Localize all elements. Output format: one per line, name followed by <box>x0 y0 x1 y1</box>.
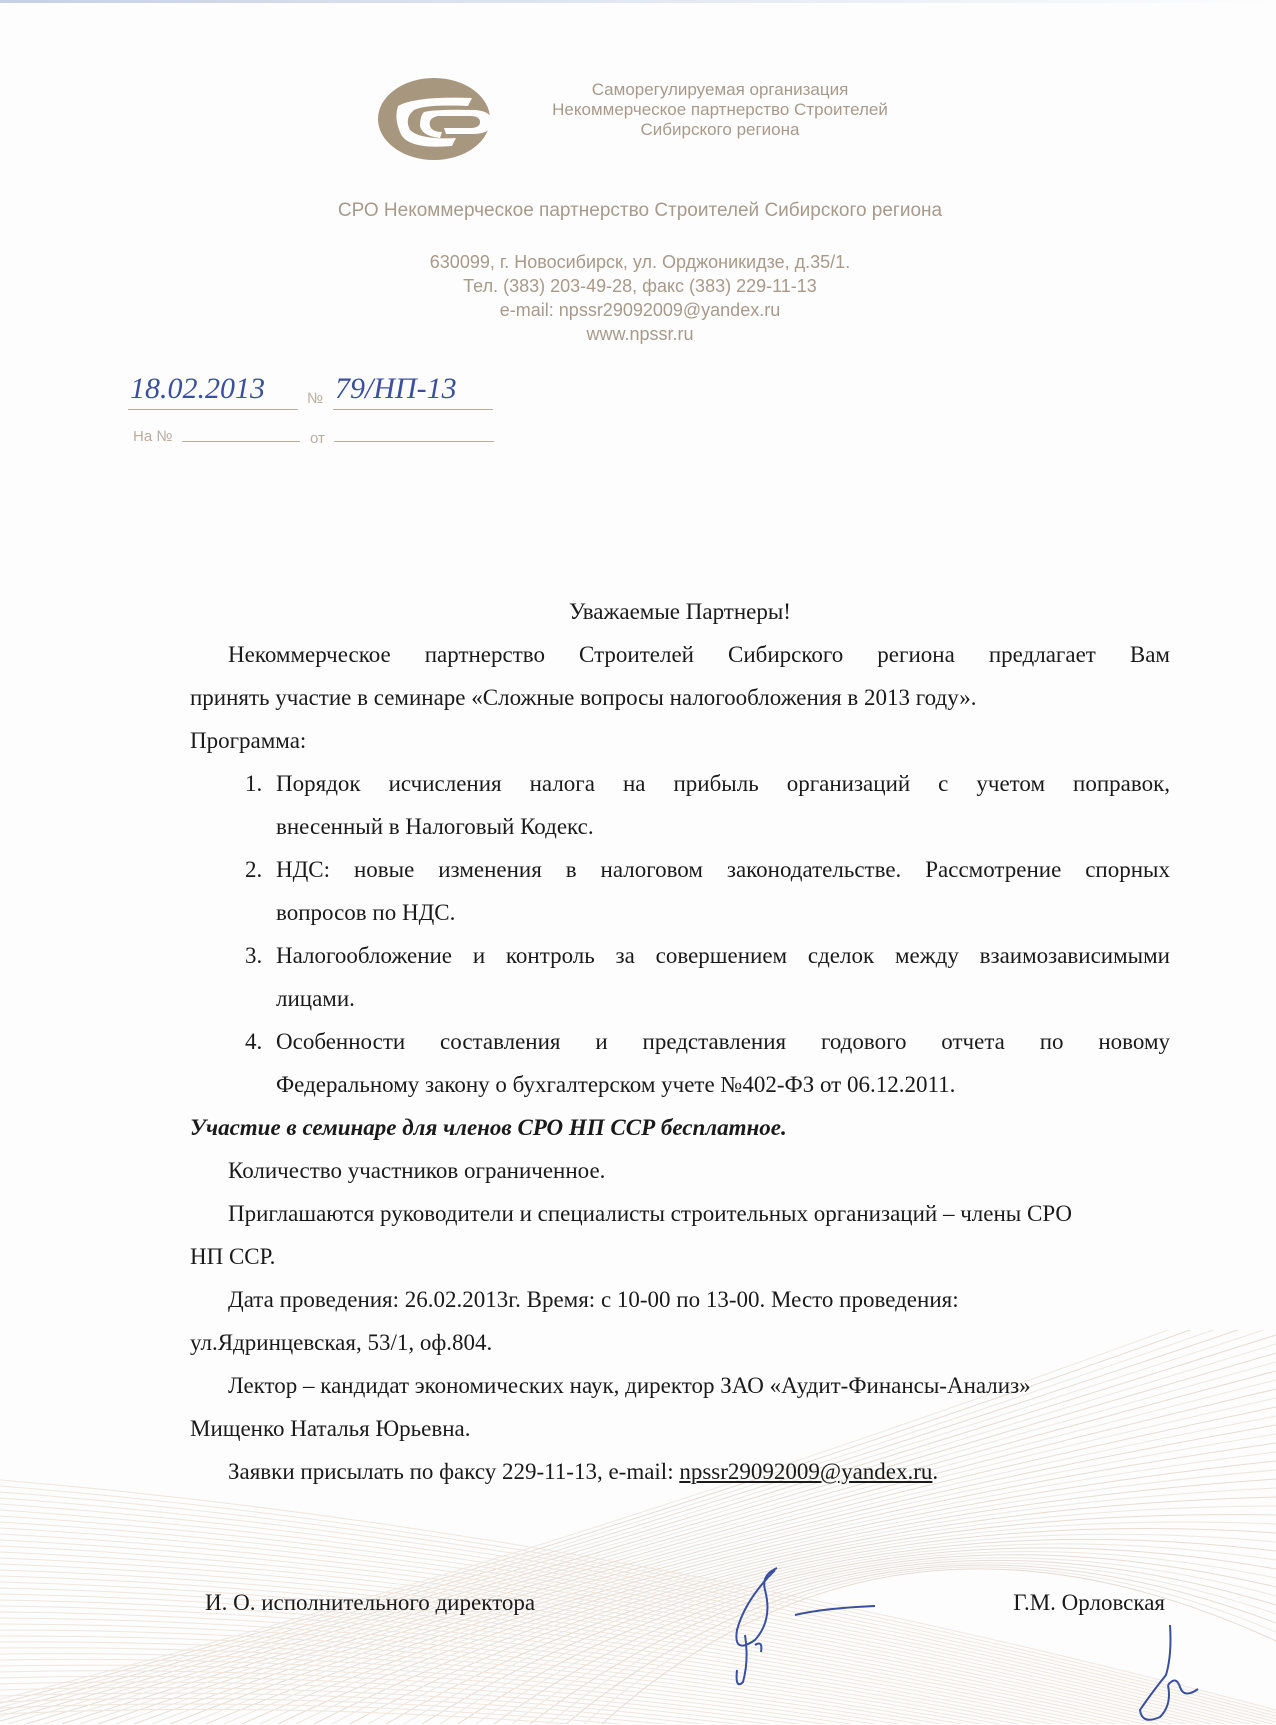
lecturer-line-2: Мищенко Наталья Юрьевна. <box>190 1416 471 1441</box>
program-item: 4. Особенности составления и представления годового отчета по новому Федеральному закону о бухгалтерском учете №402-ФЗ от 06.12.2011. <box>268 1020 1170 1106</box>
lecturer-line-1: Лектор – кандидат экономических наук, директор ЗАО «Аудит-Финансы-Анализ» <box>228 1373 1031 1398</box>
intro-line-1: Некоммерческое партнерство Строителей Сибирского региона предлагает Вам <box>228 642 1170 667</box>
letterhead-org-line: Некоммерческое партнерство Строителей <box>552 100 888 119</box>
reply-date-field <box>334 441 494 442</box>
free-participation-note: Участие в семинаре для членов СРО НП ССР бесплатное. <box>190 1115 787 1140</box>
reply-number-field <box>182 441 300 442</box>
ssr-logo <box>376 76 500 162</box>
greeting: Уважаемые Партнеры! <box>569 599 791 624</box>
limited-participants: Количество участников ограниченное. <box>228 1158 606 1183</box>
handwritten-signature <box>715 1560 885 1690</box>
signatory-name: Г.М. Орловская <box>1013 1590 1165 1615</box>
letterhead-org-line: Сибирского региона <box>640 120 800 139</box>
handwritten-date: 18.02.2013 <box>130 372 265 405</box>
letterhead-email: e-mail: npssr29092009@yandex.ru <box>499 300 781 320</box>
invited-line-1: Приглашаются руководители и специалисты строительных организаций – члены СРО <box>228 1201 1073 1226</box>
handwritten-number: 79/НП-13 <box>335 372 457 405</box>
letterhead-website: www.npssr.ru <box>586 324 694 344</box>
event-location: ул.Ядринцевская, 53/1, оф.804. <box>190 1330 493 1355</box>
program-list <box>190 762 1170 1106</box>
number-underline <box>333 409 493 410</box>
reply-number-label: На № <box>133 428 173 445</box>
event-datetime-line: Дата проведения: 26.02.2013г. Время: с 10-00 по 13-00. Место проведения: <box>228 1287 959 1312</box>
letterhead-contacts <box>300 250 980 346</box>
letterhead-address: 630099, г. Новосибирск, ул. Орджоникидзе, д.35/1. <box>429 252 851 272</box>
letterhead-org-line: Саморегулируемая организация <box>591 80 849 99</box>
handwritten-initials <box>1120 1625 1230 1725</box>
applications-email-link[interactable]: npssr29092009@yandex.ru <box>679 1459 933 1484</box>
program-item: 3. Налогообложение и контроль за совершением сделок между взаимозависимыми лицами. <box>268 934 1170 1020</box>
letterhead-org-block <box>530 80 910 140</box>
invited-line-2: НП ССР. <box>190 1244 276 1269</box>
intro-line-2: принять участие в семинаре «Сложные вопросы налогообложения в 2013 году». <box>190 685 977 710</box>
program-label: Программа: <box>190 728 307 753</box>
number-label: № <box>307 390 324 407</box>
letterhead-phone: Тел. (383) 203-49-28, факс (383) 229-11-13 <box>463 276 817 296</box>
program-item: 2. НДС: новые изменения в налоговом законодательстве. Рассмотрение спорных вопросов по НДС. <box>268 848 1170 934</box>
signatory-title: И. О. исполнительного директора <box>205 1590 536 1615</box>
letter-body <box>190 590 1170 1493</box>
applications-line: Заявки присылать по факсу 229-11-13, e-mail: npssr29092009@yandex.ru. <box>228 1459 939 1484</box>
scan-top-edge <box>0 0 1276 3</box>
date-underline <box>128 409 298 410</box>
program-item: 1. Порядок исчисления налога на прибыль организаций с учетом поправок, внесенный в Налоговый Кодекс. <box>268 762 1170 848</box>
letterhead-full-name: СРО Некоммерческое партнерство Строителей Сибирского региона <box>337 200 943 221</box>
reply-from-label: от <box>310 430 325 447</box>
